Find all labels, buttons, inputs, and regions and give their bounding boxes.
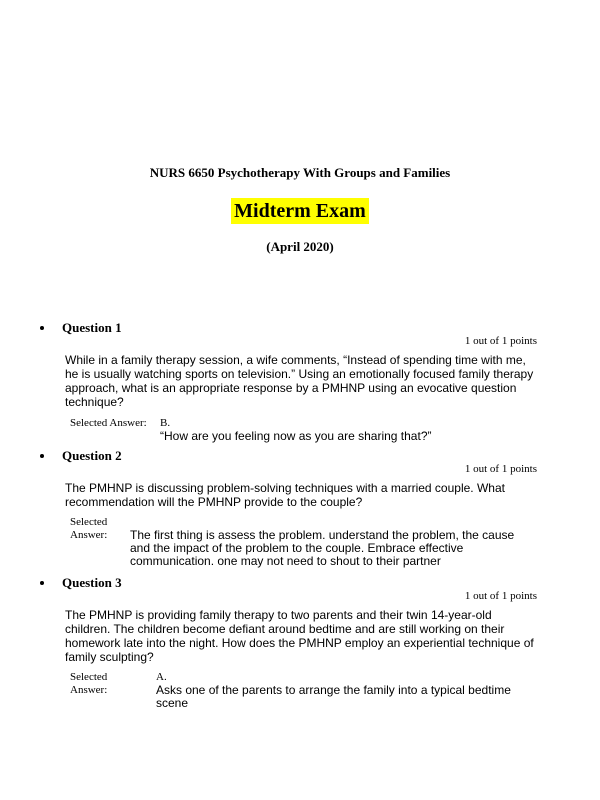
question-points: 1 out of 1 points bbox=[464, 335, 537, 347]
selected-answer-label: Selected Answer: bbox=[70, 417, 147, 429]
question-title: Question 2 bbox=[62, 448, 122, 463]
question-title: Question 1 bbox=[62, 320, 122, 335]
bullet-icon bbox=[40, 581, 44, 585]
question-1-heading bbox=[40, 320, 122, 336]
selected-answer: The first thing is assess the problem. understand the problem, the cause and the impact of the problem to the couple. Embrace effective communication. one may not need to shout to their partner bbox=[130, 528, 515, 568]
question-points: 1 out of 1 points bbox=[464, 590, 537, 602]
selected-answer: “How are you feeling now as you are sharing that?” bbox=[160, 429, 432, 443]
bullet-icon bbox=[40, 326, 44, 330]
question-title: Question 3 bbox=[62, 575, 122, 590]
question-points: 1 out of 1 points bbox=[464, 463, 537, 475]
question-text: The PMHNP is providing family therapy to two parents and their twin 14-year-old children. The children become defiant around bedtime and are still working on their homework late into the night. How does the PMHNP employ an experiential technique of family sculpting? bbox=[65, 608, 534, 664]
answer-label: Answer: bbox=[70, 529, 108, 541]
question-2-heading bbox=[40, 448, 122, 464]
selected-label: Selected bbox=[70, 671, 108, 683]
exam-date: (April 2020) bbox=[266, 239, 334, 254]
answer-label: Answer: bbox=[70, 684, 108, 696]
answer-letter: B. bbox=[160, 417, 171, 429]
question-text: While in a family therapy session, a wife comments, “Instead of spending time with me, he is usually watching sports on television.” Using an emotionally focused family therapy approach, what is an appropriate response by a PMHNP using an evocative question technique? bbox=[65, 353, 534, 409]
exam-title: Midterm Exam bbox=[231, 198, 369, 224]
selected-answer: Asks one of the parents to arrange the family into a typical bedtime scene bbox=[156, 683, 511, 710]
selected-label: Selected bbox=[70, 516, 108, 528]
bullet-icon bbox=[40, 454, 44, 458]
exam-title-wrap bbox=[0, 198, 600, 224]
course-title: NURS 6650 Psychotherapy With Groups and Families bbox=[149, 165, 451, 180]
answer-letter: A. bbox=[156, 671, 167, 683]
question-3-heading bbox=[40, 575, 122, 591]
question-text: The PMHNP is discussing problem-solving techniques with a married couple. What recommendation will the PMHNP provide to the couple? bbox=[65, 481, 505, 509]
